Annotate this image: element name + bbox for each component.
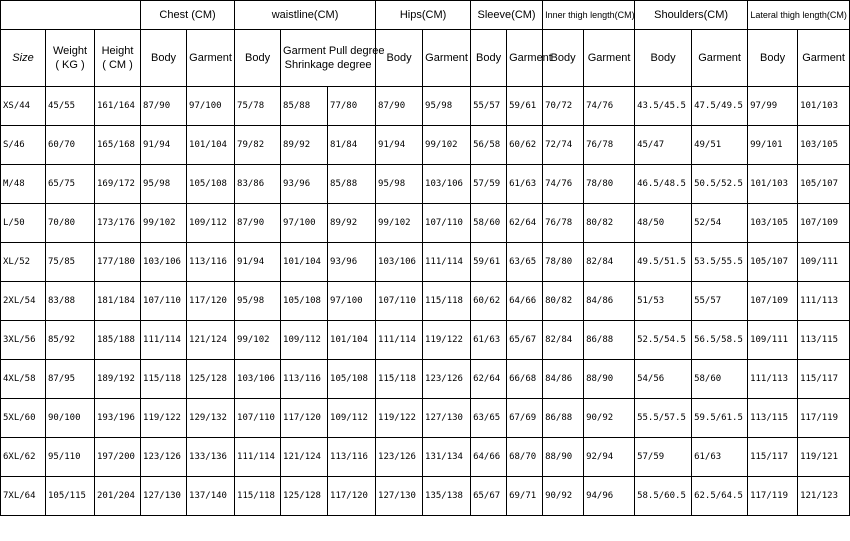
table-cell: 169/172: [95, 165, 141, 204]
table-cell: 7XL/64: [1, 477, 46, 516]
table-cell: 131/134: [423, 438, 471, 477]
table-cell: 87/95: [46, 360, 95, 399]
table-cell: 76/78: [543, 204, 584, 243]
table-cell: 105/108: [281, 282, 328, 321]
header-group-shoulders: Shoulders(CM): [635, 1, 748, 30]
table-cell: 88/90: [543, 438, 584, 477]
table-cell: 52.5/54.5: [635, 321, 692, 360]
table-cell: 86/88: [543, 399, 584, 438]
header-group-chest: Chest (CM): [141, 1, 235, 30]
table-cell: 111/114: [423, 243, 471, 282]
table-cell: 54/56: [635, 360, 692, 399]
col-weight: [46, 30, 95, 87]
table-cell: 127/130: [141, 477, 187, 516]
table-row: [1, 282, 850, 321]
table-cell: 115/117: [748, 438, 798, 477]
table-cell: 55/57: [692, 282, 748, 321]
table-cell: 92/94: [584, 438, 635, 477]
col-weight-line2: ( KG ): [55, 59, 85, 71]
table-cell: 197/200: [95, 438, 141, 477]
header-group-hips: Hips(CM): [376, 1, 471, 30]
table-cell: 53.5/55.5: [692, 243, 748, 282]
table-cell: 129/132: [187, 399, 235, 438]
table-cell: 62.5/64.5: [692, 477, 748, 516]
table-cell: 127/130: [423, 399, 471, 438]
table-cell: 75/85: [46, 243, 95, 282]
table-cell: 97/100: [187, 87, 235, 126]
table-cell: 123/126: [376, 438, 423, 477]
table-cell: 119/121: [798, 438, 850, 477]
table-cell: 105/115: [46, 477, 95, 516]
table-cell: XS/44: [1, 87, 46, 126]
table-cell: 113/116: [281, 360, 328, 399]
table-cell: 95/98: [141, 165, 187, 204]
col-weight-line1: Weight: [52, 45, 88, 57]
table-cell: 109/112: [328, 399, 376, 438]
table-cell: 5XL/60: [1, 399, 46, 438]
col-waist-garment-line1: Garment Pull degree: [283, 45, 385, 57]
table-cell: 83/86: [235, 165, 281, 204]
table-cell: 109/112: [187, 204, 235, 243]
col-height-line1: Height: [101, 45, 134, 57]
table-cell: 52/54: [692, 204, 748, 243]
col-shoulders-garment: Garment: [692, 30, 748, 87]
table-cell: 50.5/52.5: [692, 165, 748, 204]
table-cell: 121/124: [187, 321, 235, 360]
col-hips-body: Body: [376, 30, 423, 87]
table-cell: 43.5/45.5: [635, 87, 692, 126]
table-cell: 201/204: [95, 477, 141, 516]
table-cell: 85/88: [328, 165, 376, 204]
table-cell: 59/61: [507, 87, 543, 126]
table-row: [1, 126, 850, 165]
table-cell: 119/122: [141, 399, 187, 438]
table-cell: 64/66: [507, 282, 543, 321]
table-cell: 81/84: [328, 126, 376, 165]
table-row: [1, 243, 850, 282]
table-cell: 58/60: [471, 204, 507, 243]
table-row: [1, 360, 850, 399]
header-group-waistline: waistline(CM): [235, 1, 376, 30]
table-cell: 49.5/51.5: [635, 243, 692, 282]
col-waist-garment-line2: Shrinkage degree: [284, 59, 372, 71]
table-cell: 95/98: [423, 87, 471, 126]
table-cell: 101/104: [187, 126, 235, 165]
table-cell: 49/51: [692, 126, 748, 165]
table-cell: 107/109: [798, 204, 850, 243]
table-cell: 61/63: [692, 438, 748, 477]
table-cell: 46.5/48.5: [635, 165, 692, 204]
table-cell: 89/92: [281, 126, 328, 165]
table-cell: 123/126: [141, 438, 187, 477]
table-cell: 82/84: [543, 321, 584, 360]
table-cell: 127/130: [376, 477, 423, 516]
table-cell: 65/75: [46, 165, 95, 204]
table-cell: 123/126: [423, 360, 471, 399]
table-cell: 87/90: [376, 87, 423, 126]
table-cell: 78/80: [543, 243, 584, 282]
table-cell: 99/102: [423, 126, 471, 165]
table-cell: 65/67: [471, 477, 507, 516]
table-cell: 99/102: [141, 204, 187, 243]
col-shoulders-body: Body: [635, 30, 692, 87]
table-cell: 103/106: [423, 165, 471, 204]
table-cell: 74/76: [543, 165, 584, 204]
table-cell: 90/100: [46, 399, 95, 438]
col-inner-body: Body: [543, 30, 584, 87]
table-cell: 62/64: [507, 204, 543, 243]
table-cell: 113/115: [798, 321, 850, 360]
table-cell: 95/98: [376, 165, 423, 204]
table-cell: S/46: [1, 126, 46, 165]
table-cell: 61/63: [507, 165, 543, 204]
table-cell: 109/111: [798, 243, 850, 282]
table-row: [1, 399, 850, 438]
table-cell: 105/108: [328, 360, 376, 399]
table-cell: 125/128: [187, 360, 235, 399]
table-cell: 63/65: [471, 399, 507, 438]
table-cell: 68/70: [507, 438, 543, 477]
table-cell: 111/114: [141, 321, 187, 360]
table-cell: 94/96: [584, 477, 635, 516]
table-cell: 99/102: [235, 321, 281, 360]
header-group-sleeve: Sleeve(CM): [471, 1, 543, 30]
table-cell: 69/71: [507, 477, 543, 516]
table-cell: M/48: [1, 165, 46, 204]
table-cell: 109/112: [281, 321, 328, 360]
col-waist-garment: [281, 30, 385, 87]
table-cell: 193/196: [95, 399, 141, 438]
table-cell: 105/107: [798, 165, 850, 204]
table-cell: 93/96: [281, 165, 328, 204]
table-cell: 55/57: [471, 87, 507, 126]
table-cell: 45/47: [635, 126, 692, 165]
table-body: [1, 87, 850, 516]
table-cell: 161/164: [95, 87, 141, 126]
table-row: [1, 204, 850, 243]
table-cell: 115/117: [798, 360, 850, 399]
table-cell: 60/62: [471, 282, 507, 321]
table-cell: 117/120: [328, 477, 376, 516]
table-cell: 185/188: [95, 321, 141, 360]
table-cell: 48/50: [635, 204, 692, 243]
table-cell: 91/94: [141, 126, 187, 165]
table-cell: 86/88: [584, 321, 635, 360]
table-cell: 59.5/61.5: [692, 399, 748, 438]
table-row: [1, 165, 850, 204]
table-cell: 97/99: [748, 87, 798, 126]
table-cell: 84/86: [584, 282, 635, 321]
table-cell: 117/120: [187, 282, 235, 321]
table-cell: 137/140: [187, 477, 235, 516]
table-cell: 89/92: [328, 204, 376, 243]
table-cell: 60/62: [507, 126, 543, 165]
table-cell: 103/106: [141, 243, 187, 282]
table-cell: 111/114: [376, 321, 423, 360]
table-cell: 76/78: [584, 126, 635, 165]
table-cell: 58.5/60.5: [635, 477, 692, 516]
col-inner-garment: Garment: [584, 30, 635, 87]
table-cell: 91/94: [235, 243, 281, 282]
table-cell: 91/94: [376, 126, 423, 165]
table-cell: 101/104: [328, 321, 376, 360]
table-row: [1, 87, 850, 126]
table-cell: 97/100: [281, 204, 328, 243]
table-cell: 70/72: [543, 87, 584, 126]
table-cell: 82/84: [584, 243, 635, 282]
table-cell: 4XL/58: [1, 360, 46, 399]
col-sleeve-garment: Garment: [507, 30, 543, 87]
table-cell: 109/111: [748, 321, 798, 360]
table-cell: 56.5/58.5: [692, 321, 748, 360]
table-cell: 125/128: [281, 477, 328, 516]
table-cell: 80/82: [584, 204, 635, 243]
table-cell: 77/80: [328, 87, 376, 126]
header-group-inner-thigh: Inner thigh length(CM): [543, 1, 635, 30]
table-cell: 117/119: [748, 477, 798, 516]
table-cell: 103/105: [748, 204, 798, 243]
table-cell: 107/110: [141, 282, 187, 321]
table-cell: 63/65: [507, 243, 543, 282]
table-cell: 173/176: [95, 204, 141, 243]
header-group-blank: [1, 1, 141, 30]
table-cell: 78/80: [584, 165, 635, 204]
col-lateral-body: Body: [748, 30, 798, 87]
table-cell: 121/124: [281, 438, 328, 477]
table-cell: 117/120: [281, 399, 328, 438]
table-cell: 115/118: [423, 282, 471, 321]
table-cell: 121/123: [798, 477, 850, 516]
table-cell: 177/180: [95, 243, 141, 282]
table-cell: 111/113: [748, 360, 798, 399]
table-cell: 58/60: [692, 360, 748, 399]
table-cell: 107/110: [376, 282, 423, 321]
header-group-lateral-thigh: Lateral thigh length(CM): [748, 1, 850, 30]
col-height: [95, 30, 141, 87]
table-cell: 87/90: [141, 87, 187, 126]
table-cell: 135/138: [423, 477, 471, 516]
col-sleeve-body: Body: [471, 30, 507, 87]
table-cell: 101/104: [281, 243, 328, 282]
table-cell: 55.5/57.5: [635, 399, 692, 438]
table-cell: 87/90: [235, 204, 281, 243]
table-cell: 133/136: [187, 438, 235, 477]
table-cell: 95/98: [235, 282, 281, 321]
header-group-row: [1, 1, 850, 30]
table-cell: 79/82: [235, 126, 281, 165]
table-cell: 107/110: [423, 204, 471, 243]
col-waist-body: Body: [235, 30, 281, 87]
table-cell: 85/92: [46, 321, 95, 360]
table-cell: 62/64: [471, 360, 507, 399]
table-cell: 99/102: [376, 204, 423, 243]
table-cell: 115/118: [141, 360, 187, 399]
table-cell: 57/59: [635, 438, 692, 477]
col-height-line2: ( CM ): [102, 59, 133, 71]
col-lateral-garment: Garment: [798, 30, 850, 87]
table-cell: 90/92: [543, 477, 584, 516]
table-row: [1, 477, 850, 516]
table-cell: 80/82: [543, 282, 584, 321]
table-cell: 111/113: [798, 282, 850, 321]
table-cell: 51/53: [635, 282, 692, 321]
table-cell: 61/63: [471, 321, 507, 360]
table-cell: 189/192: [95, 360, 141, 399]
table-cell: 88/90: [584, 360, 635, 399]
table-cell: XL/52: [1, 243, 46, 282]
table-cell: 60/70: [46, 126, 95, 165]
table-cell: 105/107: [748, 243, 798, 282]
table-cell: 74/76: [584, 87, 635, 126]
col-chest-body: Body: [141, 30, 187, 87]
table-cell: L/50: [1, 204, 46, 243]
table-cell: 101/103: [748, 165, 798, 204]
table-cell: 93/96: [328, 243, 376, 282]
table-cell: 105/108: [187, 165, 235, 204]
table-cell: 45/55: [46, 87, 95, 126]
header-sub-row: [1, 30, 850, 87]
table-cell: 84/86: [543, 360, 584, 399]
table-cell: 165/168: [95, 126, 141, 165]
table-cell: 59/61: [471, 243, 507, 282]
table-cell: 83/88: [46, 282, 95, 321]
table-cell: 113/116: [328, 438, 376, 477]
table-cell: 119/122: [376, 399, 423, 438]
table-cell: 113/116: [187, 243, 235, 282]
table-cell: 119/122: [423, 321, 471, 360]
table-cell: 90/92: [584, 399, 635, 438]
table-cell: 97/100: [328, 282, 376, 321]
table-row: [1, 438, 850, 477]
table-cell: 67/69: [507, 399, 543, 438]
table-cell: 103/106: [235, 360, 281, 399]
table-cell: 2XL/54: [1, 282, 46, 321]
table-cell: 99/101: [748, 126, 798, 165]
col-chest-garment: Garment: [187, 30, 235, 87]
table-cell: 103/105: [798, 126, 850, 165]
table-cell: 115/118: [235, 477, 281, 516]
table-cell: 113/115: [748, 399, 798, 438]
table-cell: 107/109: [748, 282, 798, 321]
table-cell: 181/184: [95, 282, 141, 321]
table-cell: 111/114: [235, 438, 281, 477]
table-cell: 3XL/56: [1, 321, 46, 360]
table-cell: 64/66: [471, 438, 507, 477]
table-cell: 95/110: [46, 438, 95, 477]
col-hips-garment: Garment: [423, 30, 471, 87]
table-cell: 101/103: [798, 87, 850, 126]
table-cell: 57/59: [471, 165, 507, 204]
table-cell: 70/80: [46, 204, 95, 243]
table-cell: 66/68: [507, 360, 543, 399]
table-cell: 115/118: [376, 360, 423, 399]
col-size: Size: [1, 30, 46, 87]
table-row: [1, 321, 850, 360]
table-cell: 75/78: [235, 87, 281, 126]
table-cell: 56/58: [471, 126, 507, 165]
table-cell: 85/88: [281, 87, 328, 126]
table-cell: 6XL/62: [1, 438, 46, 477]
table-cell: 72/74: [543, 126, 584, 165]
table-cell: 47.5/49.5: [692, 87, 748, 126]
table-cell: 103/106: [376, 243, 423, 282]
table-cell: 65/67: [507, 321, 543, 360]
table-cell: 107/110: [235, 399, 281, 438]
table-cell: 117/119: [798, 399, 850, 438]
